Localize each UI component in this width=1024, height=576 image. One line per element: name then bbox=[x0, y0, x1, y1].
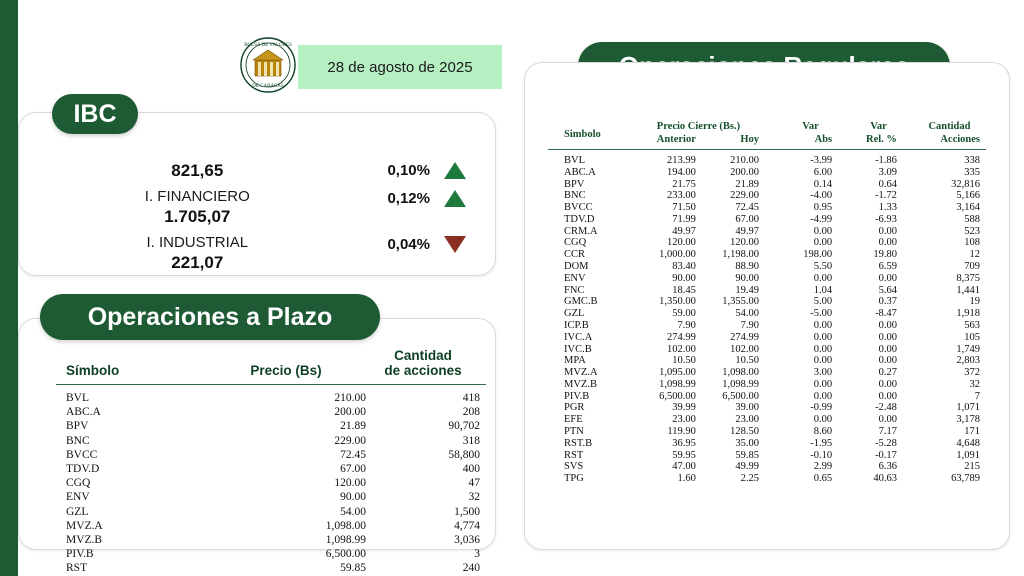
cell-today: 39.00 bbox=[735, 402, 759, 414]
cell-var-rel: 40.63 bbox=[873, 473, 897, 485]
table-row bbox=[548, 437, 986, 449]
cell-quantity: 3,164 bbox=[956, 202, 980, 214]
ibc-financiero-percent: 0,12% bbox=[387, 190, 430, 207]
arrow-down-icon bbox=[444, 236, 466, 253]
table-row bbox=[548, 237, 986, 249]
col-qty-line1: Cantidad bbox=[928, 121, 971, 132]
cell-var-rel: 0.64 bbox=[878, 178, 897, 190]
cell-quantity: 32 bbox=[969, 378, 980, 390]
cell-previous: 1.60 bbox=[677, 473, 696, 485]
cell-symbol: MVZ.B bbox=[66, 533, 103, 546]
col-qty-line2: Acciones bbox=[940, 134, 980, 145]
cell-symbol: BVCC bbox=[66, 448, 98, 461]
cell-price: 120.00 bbox=[334, 477, 366, 490]
cell-var-abs: 2.99 bbox=[813, 461, 833, 473]
cell-today: 23.00 bbox=[735, 414, 759, 426]
cell-var-abs: 0.00 bbox=[813, 331, 833, 343]
cell-today: 67.00 bbox=[735, 213, 759, 225]
cell-quantity: 47 bbox=[468, 477, 480, 490]
table-row bbox=[56, 490, 486, 504]
cell-symbol: GZL bbox=[564, 308, 585, 320]
cell-var-rel: 0.00 bbox=[878, 343, 897, 355]
cell-var-rel: 0.27 bbox=[878, 367, 897, 379]
table-row bbox=[548, 461, 986, 473]
cell-previous: 36.95 bbox=[672, 437, 696, 449]
ibc-index-list bbox=[18, 126, 496, 276]
cell-today: 49.99 bbox=[735, 461, 759, 473]
cell-var-rel: 0.37 bbox=[878, 296, 897, 308]
cell-var-abs: -0.10 bbox=[810, 449, 833, 461]
col-quantity bbox=[366, 348, 486, 385]
cell-symbol: PIV.B bbox=[66, 548, 94, 561]
cell-price: 229.00 bbox=[334, 434, 366, 447]
cell-quantity: 108 bbox=[964, 237, 980, 249]
cell-var-rel: 0.00 bbox=[878, 414, 897, 426]
cell-quantity: 335 bbox=[964, 166, 980, 178]
cell-symbol: TDV.D bbox=[66, 462, 100, 475]
cell-quantity: 523 bbox=[964, 225, 980, 237]
cell-symbol: ABC.A bbox=[66, 406, 101, 419]
cell-quantity: 171 bbox=[964, 425, 980, 437]
cell-previous: 1,350.00 bbox=[659, 296, 696, 308]
cell-symbol: RST bbox=[66, 562, 88, 575]
cell-quantity: 1,441 bbox=[956, 284, 980, 296]
left-accent-bar bbox=[0, 0, 18, 576]
cell-previous: 120.00 bbox=[667, 237, 696, 249]
cell-quantity: 32 bbox=[468, 491, 480, 504]
cell-symbol: MVZ.B bbox=[564, 378, 597, 390]
cell-quantity: 1,749 bbox=[956, 343, 980, 355]
cell-var-rel: 0.00 bbox=[878, 237, 897, 249]
cell-symbol: GMC.B bbox=[564, 296, 598, 308]
cell-quantity: 4,648 bbox=[956, 437, 980, 449]
table-row bbox=[548, 202, 986, 214]
cell-var-abs: 0.14 bbox=[813, 178, 833, 190]
table-row bbox=[548, 449, 986, 461]
cell-var-rel: 0.00 bbox=[878, 355, 897, 367]
cell-today: 1,198.00 bbox=[722, 249, 759, 261]
table-row bbox=[548, 378, 986, 390]
ibc-percent: 0,10% bbox=[387, 162, 430, 179]
cell-symbol: CGQ bbox=[564, 237, 587, 249]
cell-quantity: 1,091 bbox=[956, 449, 980, 461]
cell-var-abs: 0.00 bbox=[813, 355, 833, 367]
cell-today: 210.00 bbox=[730, 155, 759, 166]
cell-var-rel: -6.93 bbox=[875, 213, 897, 225]
cell-today: 6,500.00 bbox=[722, 390, 759, 402]
cell-quantity: 709 bbox=[964, 261, 980, 273]
table-row bbox=[56, 504, 486, 518]
operaciones-plazo-title-label: Operaciones a Plazo bbox=[87, 302, 333, 331]
table-row bbox=[548, 249, 986, 261]
cell-symbol: PGR bbox=[564, 402, 585, 414]
table-row bbox=[548, 343, 986, 355]
ibc-value: 821,65 bbox=[171, 161, 224, 180]
cell-symbol: IVC.B bbox=[564, 343, 592, 355]
cell-var-abs: 0.00 bbox=[813, 343, 833, 355]
cell-quantity: 215 bbox=[964, 461, 980, 473]
cell-previous: 213.99 bbox=[667, 155, 696, 166]
table-row bbox=[548, 320, 986, 332]
operaciones-plazo-table-head bbox=[56, 348, 486, 385]
cell-symbol: ICP.B bbox=[564, 319, 589, 331]
table-row bbox=[548, 308, 986, 320]
cell-var-rel: 0.00 bbox=[878, 319, 897, 331]
table-row bbox=[548, 367, 986, 379]
cell-price: 6,500.00 bbox=[325, 548, 366, 561]
cell-price: 54.00 bbox=[340, 505, 366, 518]
table-row bbox=[548, 296, 986, 308]
cell-quantity: 1,071 bbox=[956, 402, 980, 414]
cell-previous: 47.00 bbox=[672, 461, 696, 473]
cell-var-abs: 198.00 bbox=[803, 249, 833, 261]
cell-symbol: MPA bbox=[564, 355, 586, 367]
cell-symbol: MVZ.A bbox=[564, 367, 598, 379]
table-row bbox=[56, 433, 486, 447]
cell-quantity: 7 bbox=[974, 390, 980, 402]
cell-previous: 1,095.00 bbox=[659, 367, 696, 379]
cell-symbol: PTN bbox=[564, 425, 584, 437]
cell-symbol: BNC bbox=[564, 190, 586, 202]
cell-today: 59.85 bbox=[735, 449, 759, 461]
cell-quantity: 1,918 bbox=[956, 308, 980, 320]
cell-previous: 1,000.00 bbox=[659, 249, 696, 261]
table-row bbox=[56, 476, 486, 490]
cell-symbol: TPG bbox=[564, 473, 584, 485]
cell-var-abs: 0.00 bbox=[813, 272, 833, 284]
col-quantity-line1: Cantidad bbox=[394, 348, 452, 363]
cell-var-abs: 0.00 bbox=[813, 414, 833, 426]
cell-previous: 71.50 bbox=[672, 202, 696, 214]
cell-previous: 194.00 bbox=[667, 166, 696, 178]
cell-today: 2.25 bbox=[740, 473, 759, 485]
cell-symbol: CGQ bbox=[66, 477, 91, 490]
table-row bbox=[548, 225, 986, 237]
col-var-abs-line2: Abs bbox=[814, 134, 833, 145]
cell-quantity: 588 bbox=[964, 213, 980, 225]
cell-previous: 7.90 bbox=[677, 319, 696, 331]
cell-var-abs: 1.04 bbox=[813, 284, 833, 296]
cell-previous: 90.00 bbox=[672, 272, 696, 284]
cell-symbol: BNC bbox=[66, 434, 90, 447]
cell-var-rel: 0.00 bbox=[878, 272, 897, 284]
cell-var-rel: 6.36 bbox=[878, 461, 897, 473]
cell-var-rel: 0.00 bbox=[878, 331, 897, 343]
cell-symbol: EFE bbox=[564, 414, 583, 426]
operaciones-plazo-table-body bbox=[56, 385, 486, 576]
cell-var-rel: 0.00 bbox=[878, 225, 897, 237]
cell-var-rel: 6.59 bbox=[878, 261, 897, 273]
cell-var-rel: -8.47 bbox=[875, 308, 897, 320]
cell-var-abs: -0.99 bbox=[810, 402, 833, 414]
cell-symbol: CRM.A bbox=[564, 225, 598, 237]
cell-symbol: RST.B bbox=[564, 437, 593, 449]
cell-symbol: ABC.A bbox=[564, 166, 596, 178]
cell-today: 120.00 bbox=[730, 237, 759, 249]
cell-symbol: ENV bbox=[66, 491, 90, 504]
cell-var-rel: 0.00 bbox=[878, 378, 897, 390]
cell-quantity: 4,774 bbox=[454, 519, 480, 532]
cell-previous: 233.00 bbox=[667, 190, 696, 202]
cell-quantity: 2,803 bbox=[956, 355, 980, 367]
cell-quantity: 105 bbox=[964, 331, 980, 343]
cell-quantity: 90,702 bbox=[448, 420, 480, 433]
cell-symbol: PIV.B bbox=[564, 390, 590, 402]
cell-previous: 59.00 bbox=[672, 308, 696, 320]
cell-quantity: 400 bbox=[462, 462, 480, 475]
table-row bbox=[56, 448, 486, 462]
cell-today: 35.00 bbox=[735, 437, 759, 449]
cell-var-abs: 0.00 bbox=[813, 319, 833, 331]
cell-today: 21.89 bbox=[735, 178, 759, 190]
table-row bbox=[548, 284, 986, 296]
cell-quantity: 12 bbox=[969, 249, 980, 261]
cell-var-abs: -5.00 bbox=[810, 308, 833, 320]
cell-quantity: 208 bbox=[462, 406, 480, 419]
cell-today: 90.00 bbox=[735, 272, 759, 284]
table-row bbox=[548, 272, 986, 284]
cell-price: 72.45 bbox=[340, 448, 366, 461]
cell-var-abs: 0.00 bbox=[813, 378, 833, 390]
col-quantity-line2: de acciones bbox=[384, 363, 462, 378]
ibc-industrial-value: 221,07 bbox=[171, 253, 224, 272]
cell-var-rel: 7.17 bbox=[878, 425, 897, 437]
cell-symbol: TDV.D bbox=[564, 213, 595, 225]
svg-text:DE CARACAS: DE CARACAS bbox=[252, 84, 284, 89]
cell-symbol: RST bbox=[564, 449, 584, 461]
table-row bbox=[56, 533, 486, 547]
cell-quantity: 240 bbox=[462, 562, 480, 575]
cell-price: 210.00 bbox=[334, 392, 366, 404]
cell-previous: 102.00 bbox=[667, 343, 696, 355]
col-previous: Anterior bbox=[656, 134, 696, 145]
report-date: 28 de agosto de 2025 bbox=[327, 58, 473, 76]
col-var-rel-line2: Rel. % bbox=[866, 134, 897, 145]
cell-price: 67.00 bbox=[340, 462, 366, 475]
cell-var-rel: 3.09 bbox=[878, 166, 897, 178]
cell-quantity: 19 bbox=[969, 296, 980, 308]
cell-price: 1,098.00 bbox=[325, 519, 366, 532]
cell-symbol: BPV bbox=[564, 178, 585, 190]
cell-quantity: 58,800 bbox=[448, 448, 480, 461]
cell-today: 1,098.99 bbox=[722, 378, 759, 390]
cell-symbol: MVZ.A bbox=[66, 519, 103, 532]
cell-var-rel: 0.00 bbox=[878, 390, 897, 402]
cell-today: 1,098.00 bbox=[722, 367, 759, 379]
col-today: Hoy bbox=[740, 134, 759, 145]
cell-today: 19.49 bbox=[735, 284, 759, 296]
ibc-row-general bbox=[48, 160, 466, 182]
cell-var-abs: 5.50 bbox=[813, 261, 833, 273]
cell-var-abs: -3.99 bbox=[810, 155, 833, 166]
cell-today: 274.99 bbox=[730, 331, 759, 343]
cell-today: 72.45 bbox=[735, 202, 759, 214]
cell-previous: 119.90 bbox=[667, 425, 696, 437]
cell-var-rel: -1.86 bbox=[875, 155, 897, 166]
cell-previous: 83.40 bbox=[672, 261, 696, 273]
cell-var-abs: 3.00 bbox=[813, 367, 833, 379]
cell-var-abs: -4.99 bbox=[810, 213, 833, 225]
cell-previous: 59.95 bbox=[672, 449, 696, 461]
cell-price: 59.85 bbox=[340, 562, 366, 575]
table-row bbox=[56, 462, 486, 476]
cell-var-rel: 1.33 bbox=[878, 202, 897, 214]
table-row bbox=[548, 150, 986, 167]
cell-var-rel: -0.17 bbox=[875, 449, 897, 461]
cell-today: 54.00 bbox=[735, 308, 759, 320]
cell-var-abs: -1.95 bbox=[810, 437, 833, 449]
arrow-up-icon bbox=[444, 190, 466, 207]
table-row bbox=[548, 178, 986, 190]
table-row bbox=[548, 261, 986, 273]
col-price: Precio (Bs) bbox=[250, 363, 322, 378]
cell-var-abs: 6.00 bbox=[813, 166, 833, 178]
cell-today: 49.97 bbox=[735, 225, 759, 237]
table-row bbox=[56, 385, 486, 406]
cell-quantity: 32,816 bbox=[951, 178, 980, 190]
cell-var-rel: -2.48 bbox=[875, 402, 897, 414]
cell-price: 21.89 bbox=[340, 420, 366, 433]
cell-today: 200.00 bbox=[730, 166, 759, 178]
cell-previous: 10.50 bbox=[672, 355, 696, 367]
cell-var-abs: 5.00 bbox=[813, 296, 833, 308]
cell-price: 90.00 bbox=[340, 491, 366, 504]
svg-text:BOLSA DE VALORES: BOLSA DE VALORES bbox=[244, 43, 292, 48]
table-row bbox=[548, 402, 986, 414]
cell-symbol: GZL bbox=[66, 505, 89, 518]
ibc-financiero-label: I. FINANCIERO bbox=[144, 188, 250, 205]
cell-symbol: BVL bbox=[564, 155, 585, 166]
table-row bbox=[56, 405, 486, 419]
cell-today: 7.90 bbox=[740, 319, 759, 331]
cell-symbol: BVCC bbox=[564, 202, 593, 214]
cell-quantity: 338 bbox=[964, 155, 980, 166]
cell-quantity: 1,500 bbox=[454, 505, 480, 518]
cell-today: 1,355.00 bbox=[722, 296, 759, 308]
table-row bbox=[548, 166, 986, 178]
cell-var-abs: 8.60 bbox=[813, 425, 833, 437]
table-row bbox=[56, 547, 486, 561]
cell-previous: 71.99 bbox=[672, 213, 696, 225]
cell-quantity: 63,789 bbox=[951, 473, 980, 485]
cell-quantity: 418 bbox=[462, 392, 480, 404]
operaciones-regulares-table-head bbox=[548, 120, 986, 150]
cell-previous: 23.00 bbox=[672, 414, 696, 426]
cell-var-abs: 0.00 bbox=[813, 225, 833, 237]
cell-quantity: 8,375 bbox=[956, 272, 980, 284]
ibc-title-label: IBC bbox=[73, 99, 117, 128]
operaciones-plazo-title bbox=[40, 294, 380, 340]
cell-previous: 39.99 bbox=[672, 402, 696, 414]
cell-symbol: IVC.A bbox=[564, 331, 593, 343]
cell-symbol: DOM bbox=[564, 261, 589, 273]
operaciones-plazo-table bbox=[56, 348, 486, 575]
cell-quantity: 563 bbox=[964, 319, 980, 331]
cell-price: 200.00 bbox=[334, 406, 366, 419]
cell-symbol: SVS bbox=[564, 461, 584, 473]
table-row bbox=[548, 331, 986, 343]
table-row bbox=[56, 561, 486, 575]
table-row bbox=[548, 414, 986, 426]
cell-previous: 1,098.99 bbox=[659, 378, 696, 390]
table-row bbox=[56, 419, 486, 433]
cell-var-abs: -4.00 bbox=[810, 190, 833, 202]
ibc-industrial-label: I. INDUSTRIAL bbox=[146, 234, 249, 251]
table-row bbox=[548, 473, 986, 485]
cell-var-rel: 5.64 bbox=[878, 284, 897, 296]
cell-previous: 18.45 bbox=[672, 284, 696, 296]
cell-price: 1,098.99 bbox=[325, 533, 366, 546]
cell-quantity: 372 bbox=[964, 367, 980, 379]
table-row bbox=[56, 519, 486, 533]
cell-var-abs: 0.00 bbox=[813, 237, 833, 249]
table-row bbox=[548, 426, 986, 438]
cell-quantity: 3,178 bbox=[956, 414, 980, 426]
table-row bbox=[548, 214, 986, 226]
cell-var-abs: 0.95 bbox=[813, 202, 833, 214]
cell-quantity: 5,166 bbox=[956, 190, 980, 202]
cell-symbol: BPV bbox=[66, 420, 89, 433]
operaciones-regulares-table bbox=[548, 120, 986, 484]
cell-var-abs: 0.00 bbox=[813, 390, 833, 402]
col-symbol: Simbolo bbox=[564, 129, 601, 140]
table-row bbox=[548, 390, 986, 402]
arrow-up-icon bbox=[444, 162, 466, 179]
ibc-financiero-value: 1.705,07 bbox=[164, 207, 231, 226]
ibc-industrial-percent: 0,04% bbox=[387, 236, 430, 253]
ibc-row-financiero bbox=[48, 188, 466, 228]
cell-symbol: FNC bbox=[564, 284, 585, 296]
cell-previous: 49.97 bbox=[672, 225, 696, 237]
cell-today: 229.00 bbox=[730, 190, 759, 202]
cell-var-abs: 0.65 bbox=[813, 473, 833, 485]
cell-previous: 6,500.00 bbox=[659, 390, 696, 402]
col-var-rel-line1: Var bbox=[870, 121, 887, 132]
report-date-chip bbox=[298, 45, 502, 89]
table-row bbox=[548, 355, 986, 367]
cell-symbol: CCR bbox=[564, 249, 586, 261]
cell-today: 128.50 bbox=[730, 425, 759, 437]
cell-symbol: ENV bbox=[564, 272, 586, 284]
ibc-row-industrial bbox=[48, 234, 466, 274]
cell-quantity: 3,036 bbox=[454, 533, 480, 546]
cell-symbol: BVL bbox=[66, 392, 89, 404]
col-price-group: Precio Cierre (Bs.) bbox=[656, 121, 741, 132]
cell-previous: 274.99 bbox=[667, 331, 696, 343]
cell-previous: 21.75 bbox=[672, 178, 696, 190]
cell-var-rel: -5.28 bbox=[875, 437, 897, 449]
col-var-abs-line1: Var bbox=[802, 121, 819, 132]
bolsa-de-valores-de-caracas-logo-icon bbox=[230, 34, 306, 96]
cell-quantity: 318 bbox=[462, 434, 480, 447]
cell-quantity: 3 bbox=[474, 548, 480, 561]
operaciones-regulares-table-body bbox=[548, 150, 986, 485]
cell-var-rel: 19.80 bbox=[873, 249, 897, 261]
cell-var-rel: -1.72 bbox=[875, 190, 897, 202]
cell-today: 88.90 bbox=[735, 261, 759, 273]
cell-today: 102.00 bbox=[730, 343, 759, 355]
col-symbol: Símbolo bbox=[66, 363, 120, 378]
cell-today: 10.50 bbox=[735, 355, 759, 367]
table-row bbox=[548, 190, 986, 202]
